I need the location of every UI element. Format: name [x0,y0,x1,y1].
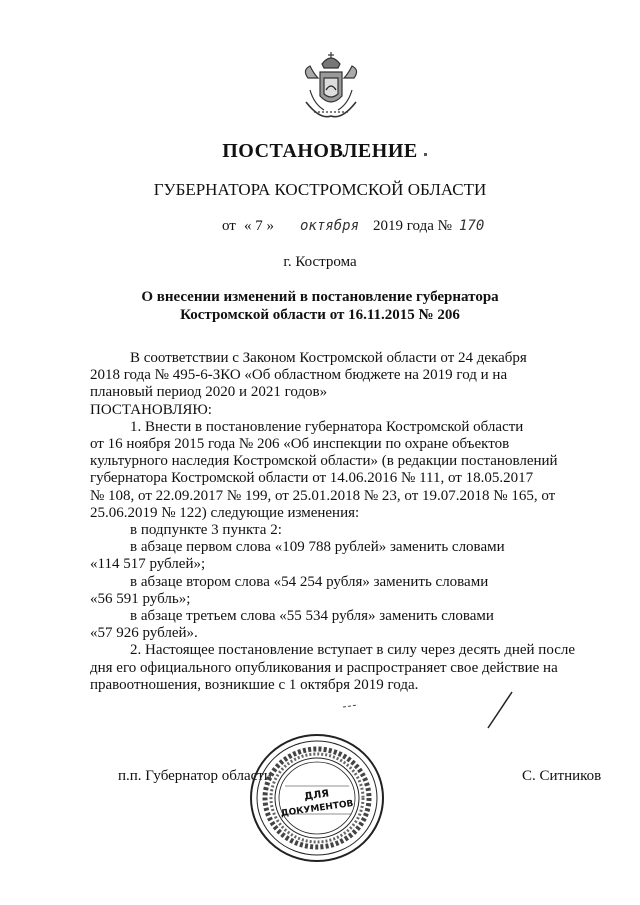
pen-dash-mark [342,703,360,709]
signature-name: С. Ситников [522,768,602,784]
body-line: от 16 ноября 2015 года № 206 «Об инспекции по охране объектов [90,436,510,453]
pen-stroke-mark [484,690,514,730]
stamp-text-line2: ДОКУМЕНТОВ [280,798,355,820]
body-line: в абзаце втором слова «54 254 рубля» заменить словами [130,573,489,590]
date-month-handwritten: октября [300,218,360,234]
body-line: «114 517 рублей»; [90,556,206,573]
date-prefix: от [222,218,236,234]
official-round-stamp [245,728,390,868]
body-line: правоотношения, возникшие с 1 октября 2019 года. [90,676,419,693]
date-year: 2019 года № [373,218,452,234]
document-body [90,350,610,694]
city-line: г. Кострома [283,254,357,270]
document-type-title: ПОСТАНОВЛЕНИЕ [222,140,418,162]
body-line: 2. Настоящее постановление вступает в силу через десять дней после [130,642,575,659]
body-line: В соответствии с Законом Костромской области от 24 декабря [130,350,527,366]
body-line: в абзаце третьем слова «55 534 рубля» заменить словами [130,608,494,625]
body-line: в подпункте 3 пункта 2: [130,522,282,539]
body-line: в абзаце первом слова «109 788 рублей» заменить словами [130,539,505,556]
decree-word: ПОСТАНОВЛЯЮ: [90,401,212,418]
body-line: «56 591 рубль»; [90,590,191,607]
body-line: № 108, от 22.09.2017 № 199, от 25.01.2018 № 23, от 19.07.2018 № 165, от [90,487,556,504]
body-line: 2018 года № 495-6-ЗКО «Об областном бюджете на 2019 год и на [90,367,508,384]
document-number-handwritten: 170 [459,218,485,234]
body-line: 1. Внести в постановление губернатора Костромской области [130,418,524,435]
subject-line-2: Костромской области от 16.11.2015 № 206 [180,307,460,323]
document-subject [0,288,640,324]
subject-line-1: О внесении изменений в постановление губернатора [141,289,499,305]
date-day: « 7 » [244,218,274,234]
issuer-title: ГУБЕРНАТОРА КОСТРОМСКОЙ ОБЛАСТИ [153,180,487,199]
signature-position: п.п. Губернатор области [118,768,272,784]
body-line: плановый период 2020 и 2021 годов» [90,384,328,401]
coat-of-arms-emblem [300,50,362,122]
ink-dot [424,153,427,156]
body-line: «57 926 рублей». [90,625,198,642]
body-line: культурного наследия Костромской области» (в редакции постановлений [90,453,558,470]
stamp-text-line1: ДЛЯ [303,788,330,803]
body-line: дня его официального опубликования и распространяет свое действие на [90,659,558,676]
body-line: губернатора Костромской области от 14.06.2016 № 111, от 18.05.2017 [90,470,534,487]
body-line: 25.06.2019 № 122) следующие изменения: [90,504,360,521]
